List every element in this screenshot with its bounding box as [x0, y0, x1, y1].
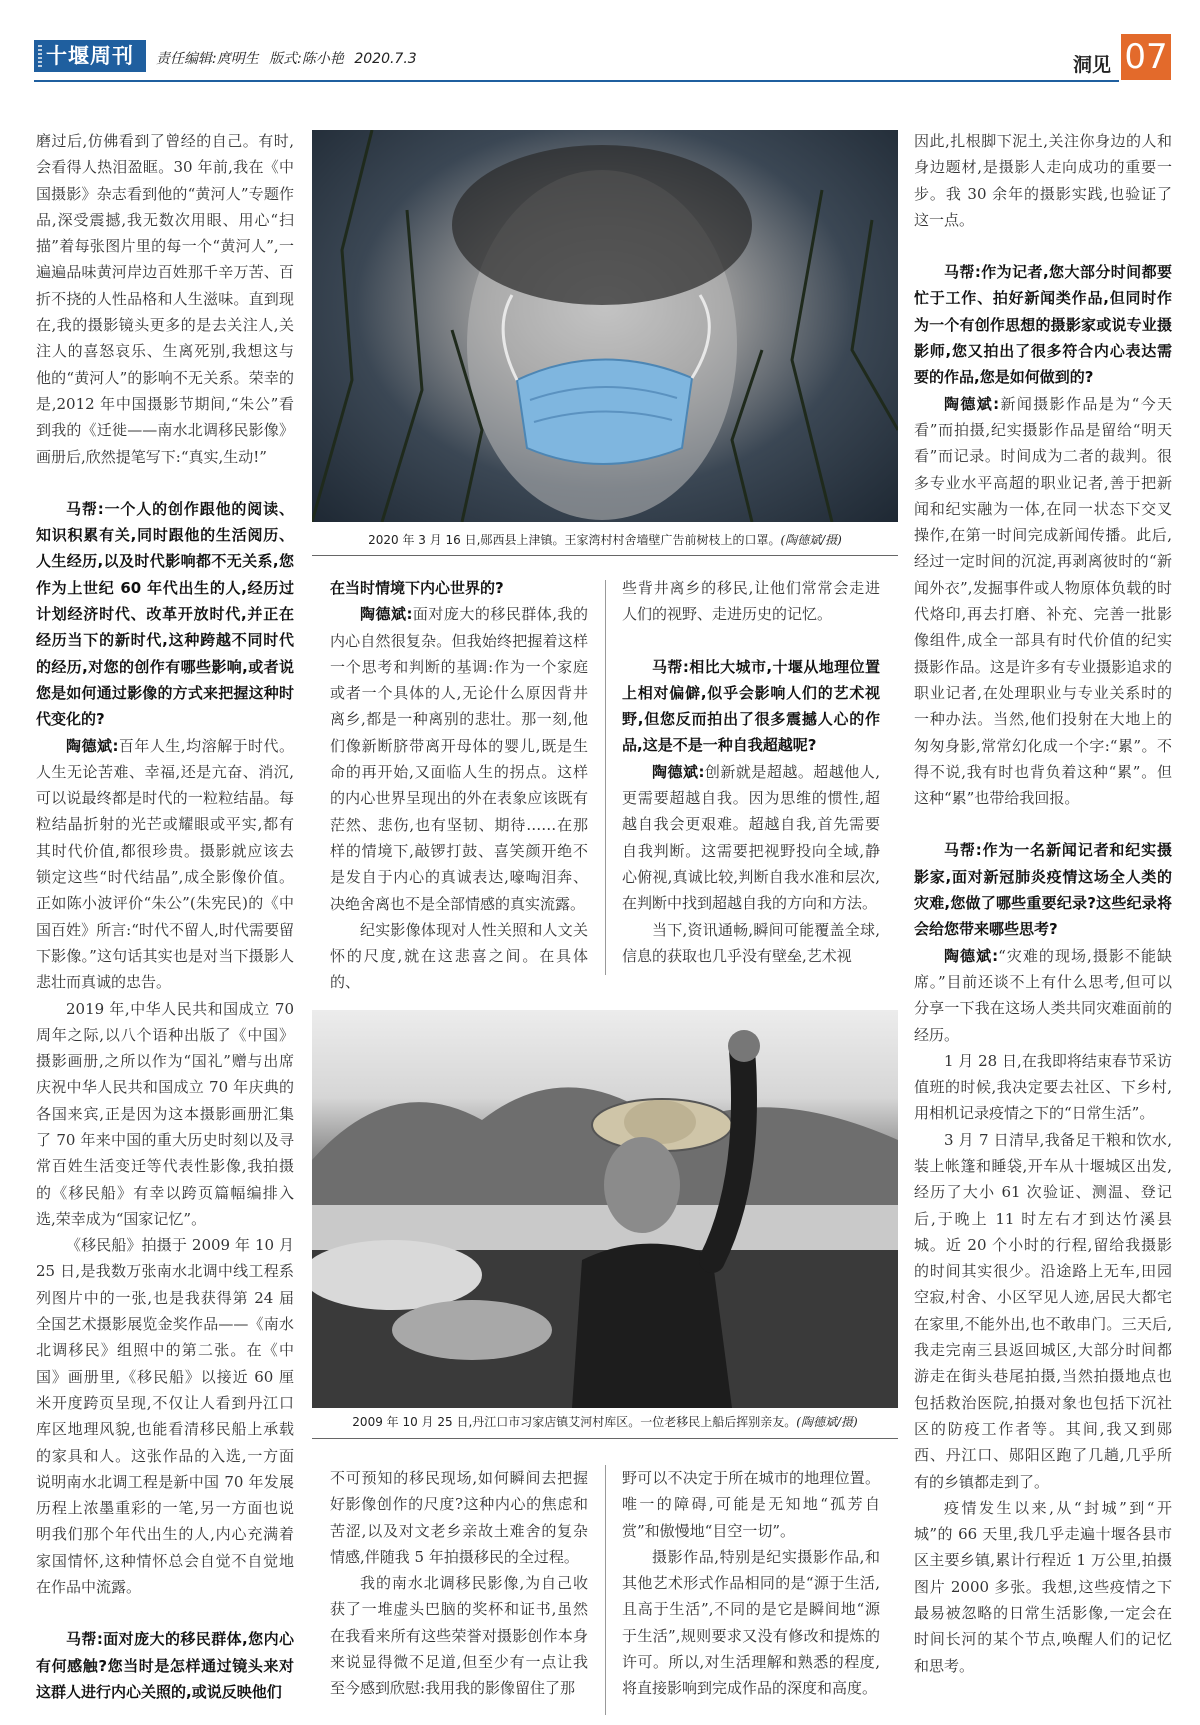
speaker-guest: 陶德斌: — [944, 394, 1000, 413]
speaker-host: 马帮: — [66, 499, 104, 518]
question: 马帮:一个人的创作跟他的阅读、知识积累有关,同时跟他的生活阅历、人生经历,以及时代影响都不无关系,您作为上世纪 60 年代出生的人,经历过计划经济时代、改革开放时代,并正在经历当下的新时代,这种跨越不同时代的经历,对您的创作有哪些影响,或者说您是如何通过影像的方式来把握这种时代变化的? — [36, 499, 294, 729]
column-divider — [605, 580, 606, 975]
editor-credit: 责任编辑:庹明生 — [156, 51, 259, 67]
column-divider — [605, 1465, 606, 1715]
speaker-guest: 陶德斌: — [944, 946, 999, 965]
masthead-logo: 十堰周刊 — [34, 40, 146, 72]
article-column-4 — [914, 128, 1172, 1679]
speaker-host: 马帮: — [66, 1630, 103, 1649]
page-number: 07 — [1121, 34, 1171, 80]
paragraph: 2019 年,中华人民共和国成立 70 周年之际,以八个语种出版了《中国》摄影画册,之所以作为“国礼”赠与出席庆祝中华人民共和国成立 70 年庆典的各国来宾,正是因为这本摄影画册汇集了 70 年来中国的重大历史时刻以及寻常百姓生活变迁等代表性影像,我拍摄的《移民船》有幸以跨页篇幅编排入选,荣幸成为“国家记忆”。 — [36, 999, 294, 1228]
photo-credit: (陶德斌/摄) — [780, 533, 842, 547]
paragraph: 疫情发生以来,从“封城”到“开城”的 66 天里,我几乎走遍十堰各县市区主要乡镇,累计行程近 1 万公里,拍摄图片 2000 多张。我想,这些疫情之下最易被忽略的日常生活影像,一定会在时间长河的某个节点,唤醒人们的记忆和思考。 — [914, 1498, 1172, 1675]
paragraph-continued: 些背井离乡的移民,让他们常常会走进人们的视野、走进历史的记忆。 — [622, 579, 880, 624]
layout-credit: 版式:陈小艳 — [269, 51, 344, 67]
paragraph: 摄影作品,特别是纪实摄影作品,和其他艺术形式作品相同的是“源于生活,且高于生活”,不同的是它是瞬间地“源于生活”,规则要求又没有修改和提炼的许可。所以,对生活理解和熟悉的程度,将直接影响到完成作品的深度和高度。 — [622, 1547, 880, 1698]
speaker-host: 马帮: — [944, 841, 982, 860]
paragraph: 3 月 7 日清早,我备足干粮和饮水,装上帐篷和睡袋,开车从十堰城区出发,经历了大小 61 次验证、测温、登记后,于晚上 11 时左右才到达竹溪县城。近 20 个小时的行程,留给我摄影的时间其实很少。沿途路上无车,田园空寂,村舍、小区罕见人迹,居民大都宅在家里,不能外出,也不敢串门。三天后,我走完南三县返回城区,大部分时间都游走在街头巷尾拍摄,当然拍摄地点也包括救治医院,拍摄对象也包括下沉社区的防疫工作者等。其间,我又到郧西、丹江口、郧阳区跑了几趟,几乎所有的乡镇都走到了。 — [914, 1130, 1172, 1491]
answer: 陶德斌:新闻摄影作品是为“今天看”而拍摄,纪实摄影作品是留给“明天看”而记录。时间成为二者的裁判。很多专业水平高超的职业记者,善于把新闻和纪实融为一体,在同一状态下交叉操作,在第一时间完成新闻传播。此后,经过一定时间的沉淀,再剥离彼时的“新闻外衣”,发掘事件或人物原体负载的时代烙印,再去打磨、补充、完善一批影像组件,成全一部具有时代价值的纪实摄影作品。这是许多有专业摄影追求的职业记者,在处理职业与专业关系时的一种办法。当然,他们投射在大地上的匆匆身影,常常幻化成一个字:“累”。不得不说,我有时也背负着这种“累”。但这种“累”也带给我回报。 — [914, 394, 1172, 808]
paragraph: 纪实影像体现对人性关照和人文关怀的尺度,就在这悲喜之间。在具体的、 — [330, 920, 588, 992]
caption-divider — [312, 1438, 898, 1439]
answer: 陶德斌:创新就是超越。超越他人,更需要超越自我。因为思维的惯性,超越自我会更艰难。超越自我,首先需要自我判断。这需要把视野投向全域,静心俯视,真诚比较,判断自我水准和层次,在判断中找到超越自我的方向和方法。 — [622, 762, 880, 913]
answer: 陶德斌:百年人生,均溶解于时代。人生无论苦难、幸福,还是亢奋、消沉,可以说最终都是时代的一粒粒结晶。每粒结晶折射的光芒或耀眼或平实,都有其时代价值,都很珍贵。摄影就应该去锁定这些“时代结晶”,成全影像价值。正如陈小波评价“朱公”(朱宪民)的《中国百姓》所言:“时代不留人,时代需要留下影像。”这句话其实也是对当下摄影人悲壮而真诚的忠告。 — [36, 736, 294, 992]
paragraph: 磨过后,仿佛看到了曾经的自己。有时,会看得人热泪盈眶。30 年前,我在《中国摄影》杂志看到他的“黄河人”专题作品,深受震撼,我无数次用眼、用心“扫描”着每张图片里的每一个“黄河人”,一遍遍品味黄河岸边百姓那千辛万苦、百折不挠的人性品格和人生滋味。直到现在,我的摄影镜头更多的是去关注人,关注人的喜怒哀乐、生离死别,我想这与他的“黄河人”的影响不无关系。荣幸的是,2012 年中国摄影节期间,“朱公”看到我的《迁徙——南水北调移民影像》画册后,欣然提笔写下:“真实,生动!” — [36, 132, 294, 466]
question: 马帮:面对庞大的移民群体,您内心有何感触?您当时是怎样通过镜头来对这群人进行内心关照的,或说反映他们 — [36, 1630, 295, 1701]
speaker-guest: 陶德斌: — [652, 762, 705, 781]
speaker-guest: 陶德斌: — [66, 736, 119, 755]
article-column-1 — [36, 128, 294, 1705]
paragraph-continued: 野可以不决定于所在城市的地理位置。唯一的障碍,可能是无知地“孤芳自赏”和傲慢地“目空一切”。 — [622, 1469, 880, 1540]
paragraph: 我的南水北调移民影像,为自己收获了一堆虚头巴脑的奖杯和证书,虽然在我看来所有这些荣誉对摄影创作本身来说显得微不足道,但至少有一点让我至今感到欣慰:我用我的影像留住了那 — [330, 1574, 588, 1698]
section-title: 洞见 — [1073, 54, 1112, 76]
paragraph: 《移民船》拍摄于 2009 年 10 月 25 日,是我数万张南水北调中线工程系列图片中的一张,也是我获得第 24 届全国艺术摄影展览金奖作品——《南水北调移民》组照中的第二张。在《中国》画册里,《移民船》以接近 60 厘米开度跨页呈现,不仅让人看到丹江口库区地理风貌,也能看清移民船上承载的家具和人。这张作品的入选,一方面说明南水北调工程是新中国 70 年发展历程上浓墨重彩的一笔,另一方面也说明我们那个年代出生的人,内心充满着家国情怀,这种情怀总会自觉不自觉地在作品中流露。 — [36, 1236, 294, 1597]
photo-credit: (陶德斌/摄) — [796, 1415, 858, 1429]
photo-caption-2: 2009 年 10 月 25 日,丹江口市习家店镇艾河村库区。一位老移民上船后挥别亲友。(陶德斌/摄) — [352, 1415, 858, 1429]
photo-migrant-illustration — [312, 1010, 898, 1408]
speaker-host: 马帮: — [944, 263, 981, 282]
photo-mask-on-branches — [312, 130, 898, 522]
question-continued: 在当时情境下内心世界的? — [330, 579, 504, 597]
paragraph-continued: 因此,扎根脚下泥土,关注你身边的人和身边题材,是摄影人走向成功的重要一步。我 30 余年的摄影实践,也验证了这一点。 — [914, 132, 1172, 229]
answer: 陶德斌:“灾难的现场,摄影不能缺席。”目前还谈不上有什么思考,但可以分享一下我在这场人类共同灾难面前的经历。 — [914, 946, 1172, 1044]
question: 马帮:相比大城市,十堰从地理位置上相对偏僻,似乎会影响人们的艺术视野,但您反而拍出了很多震撼人心的作品,这是不是一种自我超越呢? — [622, 657, 881, 755]
answer: 陶德斌:面对庞大的移民群体,我的内心自然很复杂。但我始终把握着这样一个思考和判断的基调:作为一个家庭或者一个具体的人,无论什么原因背井离乡,都是一种离别的悲壮。那一刻,他们像新断脐带离开母体的婴儿,既是生命的再开始,又面临人生的拐点。这样的内心世界呈现出的外在表象应该既有茫然、悲伤,也有坚韧、期待……在那样的情境下,敲锣打鼓、喜笑颜开绝不是发自于内心的真诚表达,嚎啕泪奔、决绝舍离也不是全部情感的真实流露。 — [330, 605, 588, 913]
caption-divider — [312, 555, 898, 556]
article-column-3b — [622, 1465, 880, 1702]
speaker-guest: 陶德斌: — [360, 605, 413, 624]
photo-migrant-boat — [312, 1010, 898, 1408]
speaker-host: 马帮: — [652, 657, 689, 676]
article-column-2b — [622, 575, 880, 969]
photo-caption-1: 2020 年 3 月 16 日,郧西县上津镇。王家湾村村舍墙壁广告前树枝上的口罩。(陶德斌/摄) — [368, 533, 842, 547]
header-rule — [34, 80, 1119, 82]
article-column-2a — [330, 575, 588, 996]
paragraph-continued: 不可预知的移民现场,如何瞬间去把握好影像创作的尺度?这种内心的焦虑和苦涩,以及对文老乡亲故土难舍的复杂情感,伴随我 5 年拍摄移民的全过程。 — [330, 1469, 588, 1566]
issue-date: 2020.7.3 — [354, 51, 417, 67]
photo-mask-illustration — [312, 130, 898, 522]
question: 马帮:作为记者,您大部分时间都要忙于工作、拍好新闻类作品,但同时作为一个有创作思想的摄影家或说专业摄影师,您又拍出了很多符合内心表达需要的作品,您是如何做到的? — [914, 263, 1173, 387]
question: 马帮:作为一名新闻记者和纪实摄影家,面对新冠肺炎疫情这场全人类的灾难,您做了哪些重要纪录?这些纪录将会给您带来哪些思考? — [914, 841, 1172, 939]
paragraph: 当下,资讯通畅,瞬间可能覆盖全球,信息的获取也几乎没有壁垒,艺术视 — [622, 920, 880, 965]
paragraph: 1 月 28 日,在我即将结束春节采访值班的时候,我决定要去社区、下乡村,用相机记录疫情之下的“日常生活”。 — [914, 1051, 1172, 1123]
article-column-3a — [330, 1465, 588, 1702]
header-credits — [156, 48, 423, 68]
